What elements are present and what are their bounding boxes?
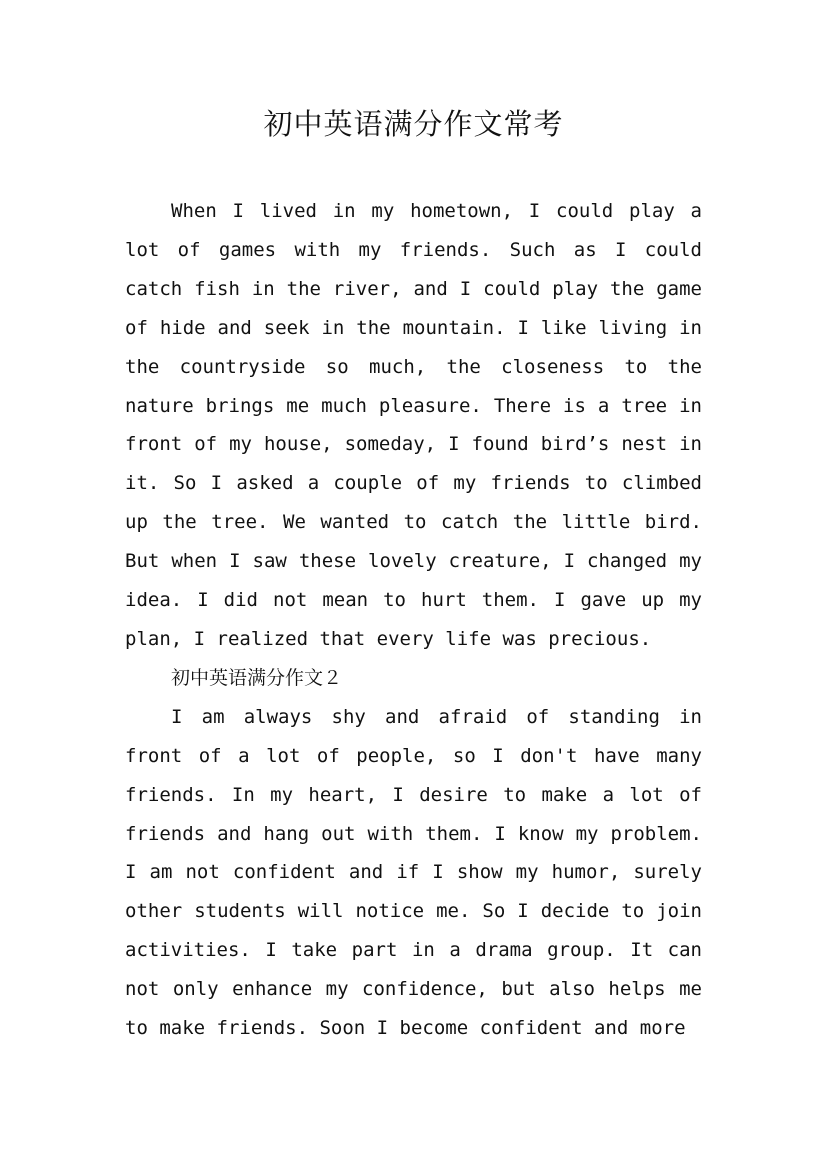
- section-2-heading: 初中英语满分作文２: [171, 666, 343, 689]
- paragraph-1: When I lived in my hometown, I could play a lot of games with my friends. Such as I could catch fish in the river, and I could play the game of hide and seek in the mountain. I like living in the countryside so much, the closeness to the nature brings me much pleasure. There is a tree in front of my house, someday, I found bird’s nest in it. So I asked a couple of my friends to climbed up the tree. We wanted to catch the little bird. But when I saw these lovely creature, I changed my idea. I did not mean to hurt them. I gave up my plan, I realized that every life was precious.: [125, 200, 702, 650]
- page-title: 初中英语满分作文常考: [263, 107, 564, 141]
- paragraph-2: I am always shy and afraid of standing in front of a lot of people, so I don't have many friends. In my heart, I desire to make a lot of friends and hang out with them. I know my problem. I am not confident and if I show my humor, surely other students will notice me. So I decide to join activities. I take part in a drama group. It can not only enhance my confidence, but also helps me to make friends. Soon I become confident and more: [125, 705, 702, 1040]
- document-body: [125, 192, 702, 1048]
